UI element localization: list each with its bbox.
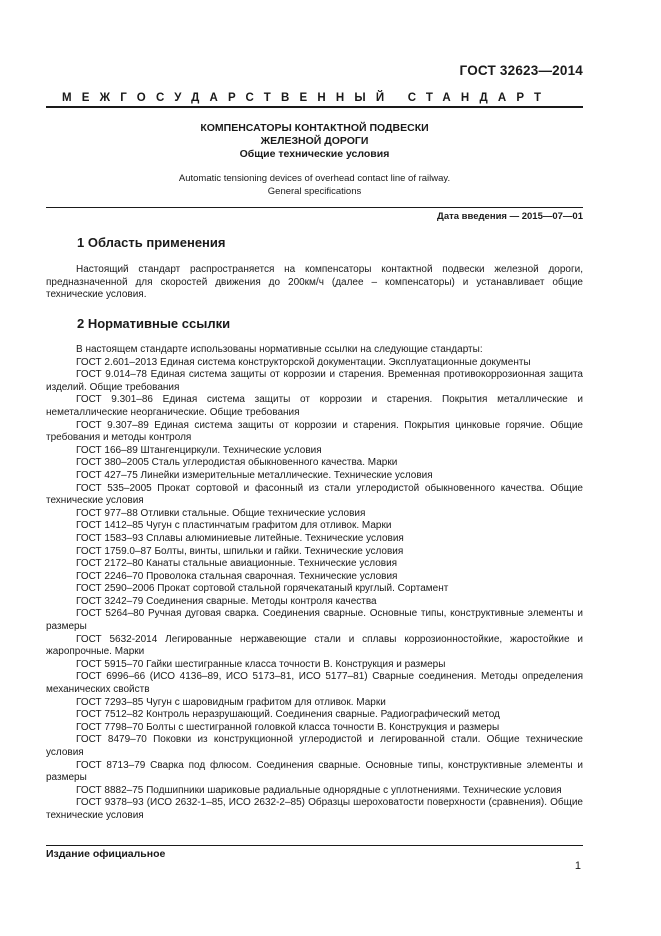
banner-rule bbox=[46, 106, 583, 108]
section-1-heading: 1 Область применения bbox=[77, 235, 226, 250]
title-line-1: КОМПЕНСАТОРЫ КОНТАКТНОЙ ПОДВЕСКИ bbox=[200, 122, 429, 134]
title-line-2: ЖЕЛЕЗНОЙ ДОРОГИ bbox=[260, 135, 369, 147]
footer-rule bbox=[46, 845, 583, 846]
reference-item: ГОСТ 9.307–89 Единая система защиты от коррозии и старения. Покрытия цинковые горячие. Общие требования и методы контроля bbox=[46, 419, 583, 444]
english-title-line-2: General specifications bbox=[267, 185, 362, 197]
reference-item: ГОСТ 1759.0–87 Болты, винты, шпильки и гайки. Технические условия bbox=[76, 545, 404, 557]
section-2-heading: 2 Нормативные ссылки bbox=[77, 316, 231, 331]
reference-item: ГОСТ 7512–82 Контроль неразрушающий. Соединения сварные. Радиографический метод bbox=[76, 709, 500, 721]
reference-item: ГОСТ 9.301–86 Единая система защиты от коррозии и старения. Покрытия металлические и неметаллические неорганические. Общие требования bbox=[46, 394, 583, 418]
reference-item: ГОСТ 2172–80 Канаты стальные авиационные. Технические условия bbox=[76, 558, 398, 570]
reference-item: ГОСТ 8882–75 Подшипники шариковые радиальные однорядные с уплотнениями. Технические условия bbox=[76, 784, 562, 796]
reference-item: ГОСТ 166–89 Штангенциркули. Технические условия bbox=[76, 444, 322, 456]
reference-item: ГОСТ 7798–70 Болты с шестигранной головкой класса точности В. Конструкция и размеры bbox=[76, 721, 500, 733]
reference-item: ГОСТ 8479–70 Поковки из конструкционной углеродистой и легированной стали. Общие технические условия bbox=[46, 734, 583, 758]
reference-item: ГОСТ 7293–85 Чугун с шаровидным графитом для отливок. Марки bbox=[76, 696, 386, 708]
date-of-introduction: Дата введения — 2015—07—01 bbox=[437, 211, 583, 222]
reference-item: ГОСТ 380–2005 Сталь углеродистая обыкновенного качества. Марки bbox=[76, 457, 398, 469]
section-1-paragraph: Настоящий стандарт распространяется на компенсаторы контактной подвески железной дороги, предназначенной для скоростей движения до 200км/ч (далее – компенсаторы) и устанавливает общие технические условия. bbox=[46, 264, 583, 301]
reference-item: ГОСТ 6996–66 (ИСО 4136–89, ИСО 5173–81, ИСО 5177–81) Сварные соединения. Методы определения механических свойств bbox=[46, 671, 583, 696]
reference-item: ГОСТ 3242–79 Соединения сварные. Методы контроля качества bbox=[76, 595, 377, 607]
reference-item: ГОСТ 9378–93 (ИСО 2632-1–85, ИСО 2632-2–85) Образцы шероховатости поверхности (сравнения). Общие технические условия bbox=[46, 797, 583, 821]
reference-item: ГОСТ 977–88 Отливки стальные. Общие технические условия bbox=[76, 507, 366, 519]
document-title bbox=[46, 122, 583, 161]
reference-item: ГОСТ 5632-2014 Легированные нержавеющие стали и сплавы коррозионностойкие, жаростойкие и жаропрочные. Марки bbox=[46, 633, 583, 658]
english-title bbox=[46, 173, 583, 198]
references-intro: В настоящем стандарте использованы нормативные ссылки на следующие стандарты: bbox=[76, 344, 483, 355]
reference-item: ГОСТ 1583–93 Сплавы алюминиевые литейные. Технические условия bbox=[76, 532, 404, 544]
date-rule bbox=[46, 207, 583, 208]
english-title-line-1: Automatic tensioning devices of overhead contact line of railway. bbox=[178, 173, 451, 184]
section-1-body bbox=[46, 264, 583, 302]
section-2-references bbox=[46, 344, 583, 823]
gost-number: ГОСТ 32623—2014 bbox=[459, 63, 583, 78]
reference-item: ГОСТ 2246–70 Проволока стальная сварочная. Технические условия bbox=[76, 570, 398, 582]
reference-item: ГОСТ 427–75 Линейки измерительные металлические. Технические условия bbox=[76, 469, 433, 481]
reference-item: ГОСТ 8713–79 Сварка под флюсом. Соединения сварные. Основные типы, конструктивные элементы и размеры bbox=[46, 759, 583, 784]
reference-item: ГОСТ 5264–80 Ручная дуговая сварка. Соединения сварные. Основные типы, конструктивные элементы и размеры bbox=[46, 608, 583, 633]
reference-item: ГОСТ 5915–70 Гайки шестигранные класса точности В. Конструкция и размеры bbox=[76, 658, 446, 670]
reference-item: ГОСТ 2590–2006 Прокат сортовой стальной горячекатаный круглый. Сортамент bbox=[76, 583, 449, 595]
reference-item: ГОСТ 535–2005 Прокат сортовой и фасонный из стали углеродистой обыкновенного качества. Общие технические условия bbox=[46, 482, 583, 507]
official-edition-label: Издание официальное bbox=[46, 848, 166, 860]
reference-item: ГОСТ 9.014–78 Единая система защиты от коррозии и старения. Временная противокоррозионная защита изделий. Общие требования bbox=[46, 369, 583, 393]
standard-banner: МЕЖГОСУДАРСТВЕННЫЙ СТАНДАРТ bbox=[62, 92, 552, 104]
page-number: 1 bbox=[574, 860, 581, 872]
reference-item: ГОСТ 2.601–2013 Единая система конструкторской документации. Эксплуатационные документы bbox=[76, 356, 531, 368]
title-line-3: Общие технические условия bbox=[239, 148, 390, 160]
reference-item: ГОСТ 1412–85 Чугун с пластинчатым графитом для отливок. Марки bbox=[76, 520, 392, 532]
